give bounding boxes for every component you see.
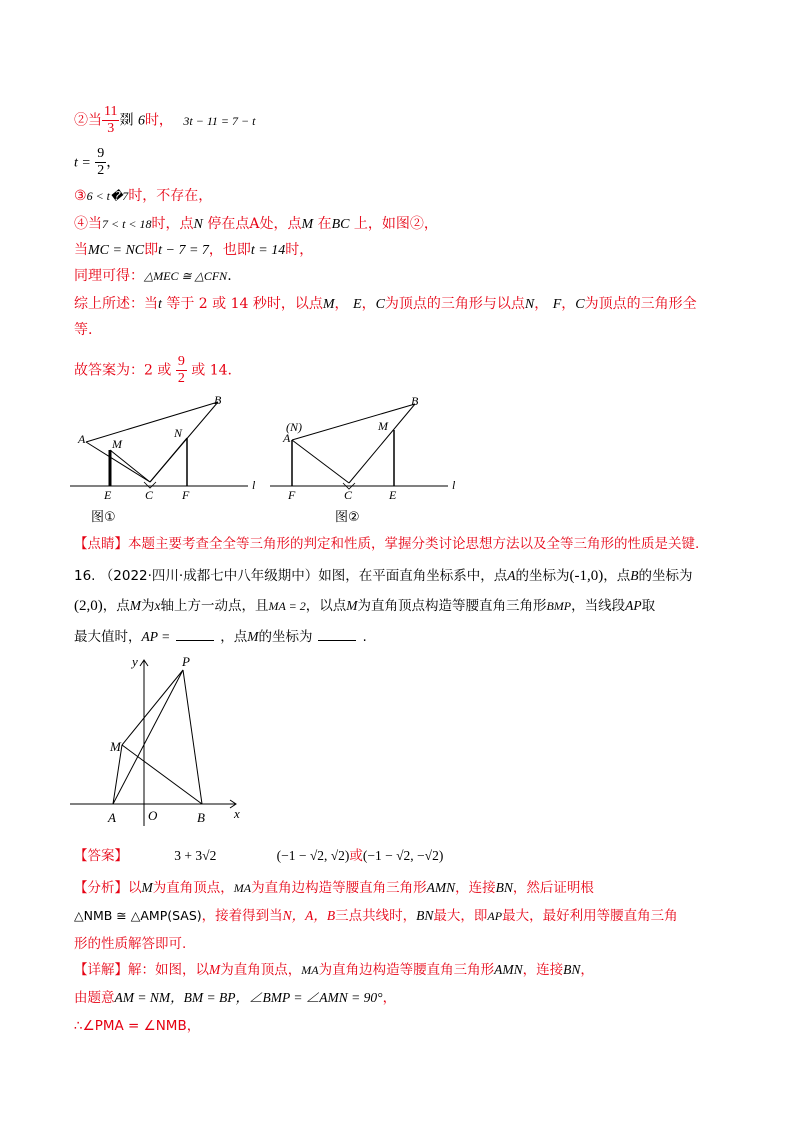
equations: AM = NM，BM = BP，∠BMP = ∠AMN = 90°	[114, 990, 383, 1005]
label-l: l	[452, 478, 456, 492]
text: 为	[141, 598, 155, 614]
label-B: B	[411, 394, 419, 408]
figure-16	[70, 650, 260, 830]
analysis-tag: 【分析】	[74, 880, 128, 896]
text: 综上所述：当	[74, 296, 158, 312]
figure-2	[270, 392, 470, 522]
text: 等于 2 或 14 秒时，以点	[166, 296, 323, 312]
text: ，点	[603, 568, 631, 584]
answer-ap: 3 + 3√2	[174, 848, 217, 863]
frac-den: 2	[97, 163, 105, 178]
text: 为直角边构造等腰直角三角形	[318, 962, 495, 978]
label-M: M	[378, 419, 388, 433]
analysis-line2	[74, 906, 678, 926]
text: ，也即	[208, 242, 251, 258]
triangle: AMN	[494, 962, 523, 977]
point: M	[209, 962, 221, 977]
t-fraction	[95, 146, 106, 179]
question-number: 16.	[74, 568, 96, 584]
frac-den: 2	[177, 371, 185, 386]
segment: MA	[301, 963, 319, 977]
points: N，A，B	[282, 908, 336, 923]
answer16-line	[74, 846, 443, 866]
text: ，	[382, 990, 397, 1006]
text: 故答案为：2 或	[74, 362, 172, 379]
frac-den: 3	[107, 121, 115, 136]
detail-line3	[74, 1016, 200, 1036]
text: 为直角顶点，	[152, 880, 234, 896]
point: M	[322, 297, 335, 312]
point-N: N	[193, 217, 203, 232]
var-x: x	[154, 598, 161, 613]
segment-AP	[113, 670, 183, 804]
point: B	[630, 568, 639, 583]
answer-fraction	[176, 354, 187, 387]
segment-MC	[110, 450, 150, 482]
analysis-line1	[74, 878, 594, 898]
text: 当	[74, 242, 88, 258]
label-A: A	[78, 432, 86, 446]
congruence: △NMB ≅ △AMP(SAS)	[74, 908, 202, 923]
text: 为顶点的三角形全	[584, 296, 697, 312]
coord-B: (2,0)	[74, 598, 103, 614]
segment-MB	[122, 745, 202, 804]
case2-line	[74, 104, 255, 137]
label-C: C	[145, 488, 154, 502]
triangle: BMP	[546, 599, 572, 613]
text: ，	[334, 296, 349, 312]
frac-num: 9	[97, 146, 105, 161]
case2-label: ②当	[74, 112, 102, 129]
figure-1	[70, 392, 270, 522]
coord-A: (-1,0)	[569, 568, 604, 584]
text: 的坐标为	[515, 568, 570, 584]
segment-CB	[349, 404, 415, 483]
label-E: E	[389, 488, 397, 502]
answer-blank-1[interactable]	[176, 626, 214, 641]
answer-m2: (−1 − √2, −√2)	[362, 848, 444, 863]
case3-line	[74, 186, 212, 206]
triangle: AMN	[426, 880, 456, 895]
point: C	[575, 297, 585, 312]
label-A: A	[108, 810, 116, 825]
segment-AC	[292, 440, 349, 483]
text: 为直角顶点构造等腰直角三角形	[357, 598, 547, 614]
segment: AP	[487, 909, 503, 923]
segment: MA	[233, 881, 252, 895]
case4-label: ④当	[74, 216, 102, 232]
label-P: P	[182, 654, 190, 669]
case2-fraction	[102, 104, 119, 137]
equation: t − 7 = 7	[158, 243, 209, 258]
same-reason-line	[74, 266, 232, 286]
point: M	[129, 598, 141, 613]
case3-expr: 6 < t�7	[86, 189, 129, 203]
summary-line2	[74, 320, 92, 340]
t-tail: ，	[106, 154, 121, 171]
text: ，然后证明根	[512, 880, 594, 896]
text: 三点共线时，	[335, 908, 417, 924]
text: ，以点	[305, 598, 347, 614]
summary-line1	[74, 294, 697, 315]
analysis-line3	[74, 934, 186, 954]
q16-line2	[74, 596, 655, 616]
point: M	[346, 598, 358, 613]
text: ，接着得到当	[201, 908, 283, 924]
text: 解：如图，以	[128, 962, 209, 978]
text: ，连接	[455, 880, 496, 896]
text: 以	[128, 880, 142, 896]
text: 为顶点的三角形与以点	[384, 296, 525, 312]
segment: BN	[563, 962, 581, 977]
condition: MC = NC	[88, 243, 145, 258]
label-F: F	[182, 488, 190, 502]
detail-line2	[74, 988, 396, 1008]
detail-line1	[74, 960, 594, 980]
point: N	[524, 297, 535, 312]
text: 停在点A处，点	[207, 216, 302, 232]
point: C	[375, 297, 385, 312]
figure-1-caption: 图①	[91, 510, 116, 525]
text: 轴上方一动点，且	[160, 598, 269, 614]
text: （2022·四川·成都七中八年级期中）如图，在平面直角坐标系中，点	[99, 568, 508, 584]
case2-suffix: 时，	[144, 112, 173, 129]
text: ，	[361, 296, 376, 312]
label-x: x	[234, 806, 240, 821]
t-lhs: t =	[74, 155, 91, 171]
text: 或	[349, 848, 363, 864]
case3-label: ③	[74, 188, 87, 204]
answer-blank-2[interactable]	[318, 626, 356, 641]
detail-tag: 【详解】	[74, 962, 128, 978]
comment-line	[74, 534, 699, 554]
point: F	[552, 297, 562, 312]
label-A: A	[283, 431, 291, 445]
t-value-line	[74, 146, 120, 179]
text: 最大值时，	[74, 629, 142, 645]
case4-line	[74, 214, 438, 235]
label-B: B	[197, 810, 205, 825]
figure-2-caption: 图②	[335, 510, 360, 525]
text: 形的性质解答即可.	[74, 936, 187, 952]
case2-upper: 6	[137, 113, 145, 129]
text: 最大，最好利用等腰直角三角	[502, 908, 678, 924]
segment-CN	[150, 438, 187, 482]
text: ，点	[102, 598, 130, 614]
label-l: l	[252, 478, 256, 492]
text: ，连接	[522, 962, 564, 978]
segment: AP	[625, 598, 642, 613]
text: 时，	[285, 242, 314, 258]
point: M	[141, 880, 153, 895]
label-M: M	[112, 437, 122, 451]
text: 时，点	[151, 216, 194, 232]
text: 的坐标为	[258, 629, 313, 645]
text: 的坐标为	[638, 568, 693, 584]
case2-garbled: 剟	[119, 112, 134, 129]
text: 上，如图②，	[353, 216, 438, 232]
text: 由题意	[74, 990, 115, 1006]
text: ，当线段	[571, 598, 626, 614]
label-E: E	[104, 488, 112, 502]
point: E	[353, 297, 362, 312]
frac-num: 11	[104, 104, 118, 119]
answer-m1: (−1 − √2, √2)	[276, 848, 350, 863]
point: A	[507, 568, 516, 583]
comment-text: 本题主要考查全全等三角形的判定和性质，掌握分类讨论思想方法以及全等三角形的性质是关键.	[128, 536, 700, 552]
segment: AP =	[141, 629, 171, 644]
text: 等.	[74, 322, 93, 338]
text: ，	[534, 296, 549, 312]
case3-text: 时，不存在，	[128, 188, 213, 204]
text: ，点	[220, 629, 248, 645]
case2-equation: 3t − 11 = 7 − t	[183, 113, 256, 128]
text: 为直角顶点，	[220, 962, 302, 978]
text: 或 14.	[191, 362, 232, 379]
answer-tag: 【答案】	[74, 848, 128, 864]
point: M	[247, 629, 259, 644]
answer15-line	[74, 354, 232, 387]
label-B: B	[214, 393, 222, 407]
text: .	[362, 629, 367, 645]
segment-MP	[122, 670, 183, 745]
segment-PB	[183, 670, 202, 804]
label-F: F	[288, 488, 296, 502]
label-N: N	[174, 426, 183, 440]
comment-tag: 【点睛】	[74, 536, 128, 552]
label-N: (N)	[286, 420, 302, 434]
equation: t = 14	[250, 243, 286, 258]
congruence: △MEC ≅ △CFN	[144, 269, 228, 283]
text: 为直角边构造等腰直角三角形	[251, 880, 427, 896]
frac-num: 9	[177, 354, 185, 369]
text: 同理可得：	[74, 268, 144, 284]
text: 最大，即	[433, 908, 488, 924]
text: 即	[144, 242, 159, 258]
segment: BN	[495, 880, 513, 895]
text: 取	[641, 598, 656, 614]
q16-line3	[74, 626, 367, 647]
condition: MA = 2	[268, 599, 306, 613]
text: .	[227, 268, 232, 284]
text: ，	[580, 962, 594, 978]
label-M: M	[110, 739, 121, 754]
segment-AB	[292, 404, 415, 440]
case4-range: 7 < t < 18	[102, 217, 152, 231]
segment: BN	[416, 908, 434, 923]
q16-line1	[74, 566, 692, 586]
var-t: t	[158, 297, 162, 312]
point-M: M	[301, 217, 314, 232]
text: 在	[317, 216, 332, 232]
text: ，	[561, 296, 576, 312]
label-y: y	[132, 654, 138, 669]
text: ∴∠PMA = ∠NMB，	[74, 1018, 201, 1034]
label-C: C	[344, 488, 353, 502]
segment-BC: BC	[331, 217, 350, 232]
segment-AB	[86, 402, 218, 442]
label-O: O	[148, 808, 158, 823]
when-line	[74, 240, 313, 261]
